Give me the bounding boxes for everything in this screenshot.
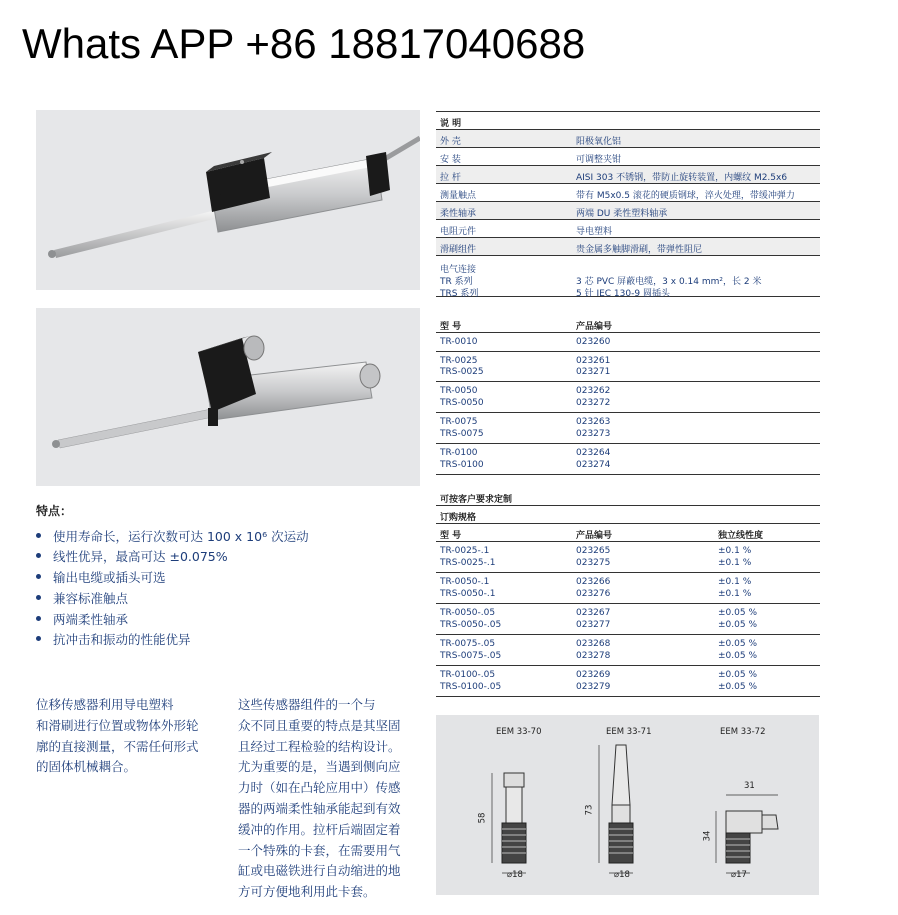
connector-1-drawing [492, 773, 526, 873]
paragraph-left: 位移传感器利用导电塑料 和滑刷进行位置或物体外形轮 廓的直接测量，不需任何形式 的固体机械耦合。 [36, 697, 199, 775]
bullet-icon [36, 533, 41, 538]
spec-row: 滑刷组件 贵金属多触脚滑刷，带弹性阻尼 [436, 238, 820, 256]
product-photo-plug [36, 308, 420, 486]
dimension-label: ⌀17 [731, 870, 747, 880]
feature-item: 使用寿命长，运行次数可达 100 x 10⁶ 次运动 [36, 527, 309, 545]
spec-row-electrical: 电气连接 TR 系列 3 芯 PVC 屏蔽电缆，3 x 0.14 mm²，长 2 米 TRS 系列 5 针 IEC 130-9 圆插头 [436, 256, 820, 297]
dimension-label: ⌀18 [614, 870, 630, 880]
custom-group: TR-0050-.05 023267 ±0.05 % TRS-0050-.05 023277 ±0.05 % [436, 604, 820, 635]
connector-label: EEM 33-71 [606, 727, 652, 737]
spec-row: 电阻元件 导电塑料 [436, 220, 820, 238]
model-group: TR-0050 023262 TRS-0050 023272 [436, 382, 820, 413]
dimension-label: 58 [477, 812, 488, 824]
custom-group: TR-0075-.05 023268 ±0.05 % TRS-0075-.05 023278 ±0.05 % [436, 635, 820, 666]
dimension-label: 73 [584, 804, 595, 816]
feature-item: 线性优异，最高可达 ±0.075% [36, 547, 228, 565]
feature-item: 两端柔性轴承 [36, 610, 128, 628]
spec-table-header: 说 明 [436, 111, 820, 130]
connector-drawings [436, 715, 819, 895]
model-group: TR-0100 023264 TRS-0100 023274 [436, 444, 820, 475]
bullet-icon [36, 636, 41, 641]
feature-item: 抗冲击和振动的性能优异 [36, 630, 191, 648]
custom-table-subtitle: 订购规格 [436, 506, 820, 524]
bullet-icon [36, 616, 41, 621]
paragraph-right: 这些传感器组件的一个与 众不同且重要的特点是其坚固 且经过工程检验的结构设计。 尤为重要的是，当遇到侧向应 力时（如在凸轮应用中）传感 器的两端柔性轴承能起到有效 缓冲的作用。拉杆后端固定着 一个特殊的卡套，在需要用气 缸或电磁铁进行自动缩进的地 方可方便地利用此卡套。 [238, 697, 401, 900]
spec-table [436, 111, 820, 297]
spec-row: 拉 杆 AISI 303 不锈钢，带防止旋转装置，内螺纹 M2.5x6 [436, 166, 820, 184]
feature-item: 兼容标准触点 [36, 589, 128, 607]
dimension-label: 31 [744, 781, 755, 791]
connector-drawing-svg [436, 715, 819, 895]
connector-label: EEM 33-72 [720, 727, 766, 737]
model-table-header: 型 号 产品编号 [436, 316, 820, 333]
custom-group: TR-0025-.1 023265 ±0.1 % TRS-0025-.1 023275 ±0.1 % [436, 542, 820, 573]
feature-item: 输出电缆或插头可选 [36, 568, 166, 586]
sensor-plug-drawing [36, 308, 420, 486]
connector-label: EEM 33-70 [496, 727, 542, 737]
custom-table-header: 型 号 产品编号 独立线性度 [436, 524, 820, 542]
features-title: 特点： [36, 504, 73, 518]
header-title: Whats APP +86 18817040688 [22, 20, 586, 67]
model-group: TR-0025 023261 TRS-0025 023271 [436, 352, 820, 382]
dimension-label: ⌀18 [507, 870, 523, 880]
product-photo-cable [36, 110, 420, 290]
bullet-icon [36, 595, 41, 600]
bullet-icon [36, 553, 41, 558]
custom-table-title: 可按客户要求定制 [436, 489, 820, 506]
model-group: TR-0010 023260 [436, 333, 820, 352]
connector-3-drawing [716, 795, 778, 873]
custom-group: TR-0050-.1 023266 ±0.1 % TRS-0050-.1 023276 ±0.1 % [436, 573, 820, 604]
sensor-cable-drawing [36, 110, 420, 290]
model-table [436, 316, 820, 475]
spec-row: 安 装 可调整夹钳 [436, 148, 820, 166]
connector-2-drawing [599, 745, 633, 873]
model-group: TR-0075 023263 TRS-0075 023273 [436, 413, 820, 444]
spec-row: 柔性轴承 两端 DU 柔性塑料轴承 [436, 202, 820, 220]
bullet-icon [36, 574, 41, 579]
spec-row: 测量触点 带有 M5x0.5 滚花的硬质钢球，淬火处理，带缓冲弹力 [436, 184, 820, 202]
custom-group: TR-0100-.05 023269 ±0.05 % TRS-0100-.05 023279 ±0.05 % [436, 666, 820, 697]
dimension-label: 34 [702, 830, 713, 842]
spec-row: 外 壳 阳极氧化铝 [436, 130, 820, 148]
custom-table [436, 489, 820, 697]
